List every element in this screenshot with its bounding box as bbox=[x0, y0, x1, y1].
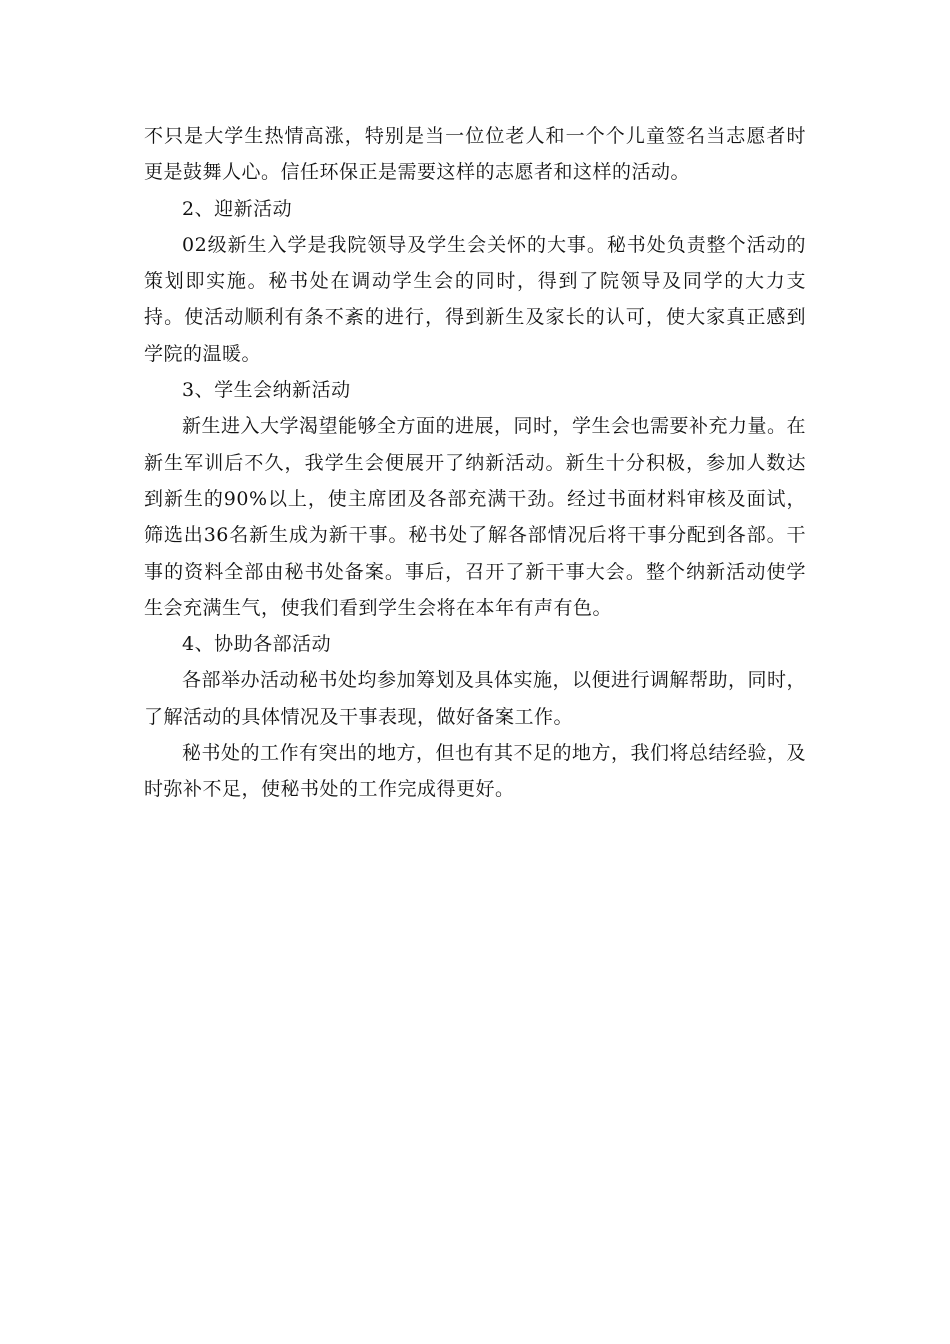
document-body bbox=[144, 118, 806, 808]
paragraph-welcome: 02级新生入学是我院领导及学生会关怀的大事。秘书处负责整个活动的策划即实施。秘书处在调动学生会的同时，得到了院领导及同学的大力支持。使活动顺利有条不紊的进行，得到新生及家长的认可，使大家真正感到学院的温暖。 bbox=[144, 233, 806, 365]
section-heading-assist: 4、协助各部活动 bbox=[182, 633, 332, 656]
paragraph-recruitment: 新生进入大学渴望能够全方面的进展，同时，学生会也需要补充力量。在新生军训后不久，我学生会便展开了纳新活动。新生十分积极，参加人数达到新生的90%以上，使主席团及各部充满干劲。经过书面材料审核及面试，筛选出36名新生成为新干事。秘书处了解各部情况后将干事分配到各部。干事的资料全部由秘书处备案。事后，召开了新干事大会。整个纳新活动使学生会充满生气，使我们看到学生会将在本年有声有色。 bbox=[144, 415, 807, 619]
section-heading-welcome: 2、迎新活动 bbox=[182, 197, 293, 220]
section-heading-recruitment: 3、学生会纳新活动 bbox=[182, 379, 351, 402]
paragraph-assist: 各部举办活动秘书处均参加筹划及具体实施，以便进行调解帮助，同时，了解活动的具体情况及干事表现，做好备案工作。 bbox=[144, 669, 807, 728]
paragraph-conclusion: 秘书处的工作有突出的地方，但也有其不足的地方，我们将总结经验，及时弥补不足，使秘书处的工作完成得更好。 bbox=[144, 742, 807, 801]
paragraph-continuation: 不只是大学生热情高涨，特别是当一位位老人和一个个儿童签名当志愿者时更是鼓舞人心。信任环保正是需要这样的志愿者和这样的活动。 bbox=[144, 125, 806, 184]
